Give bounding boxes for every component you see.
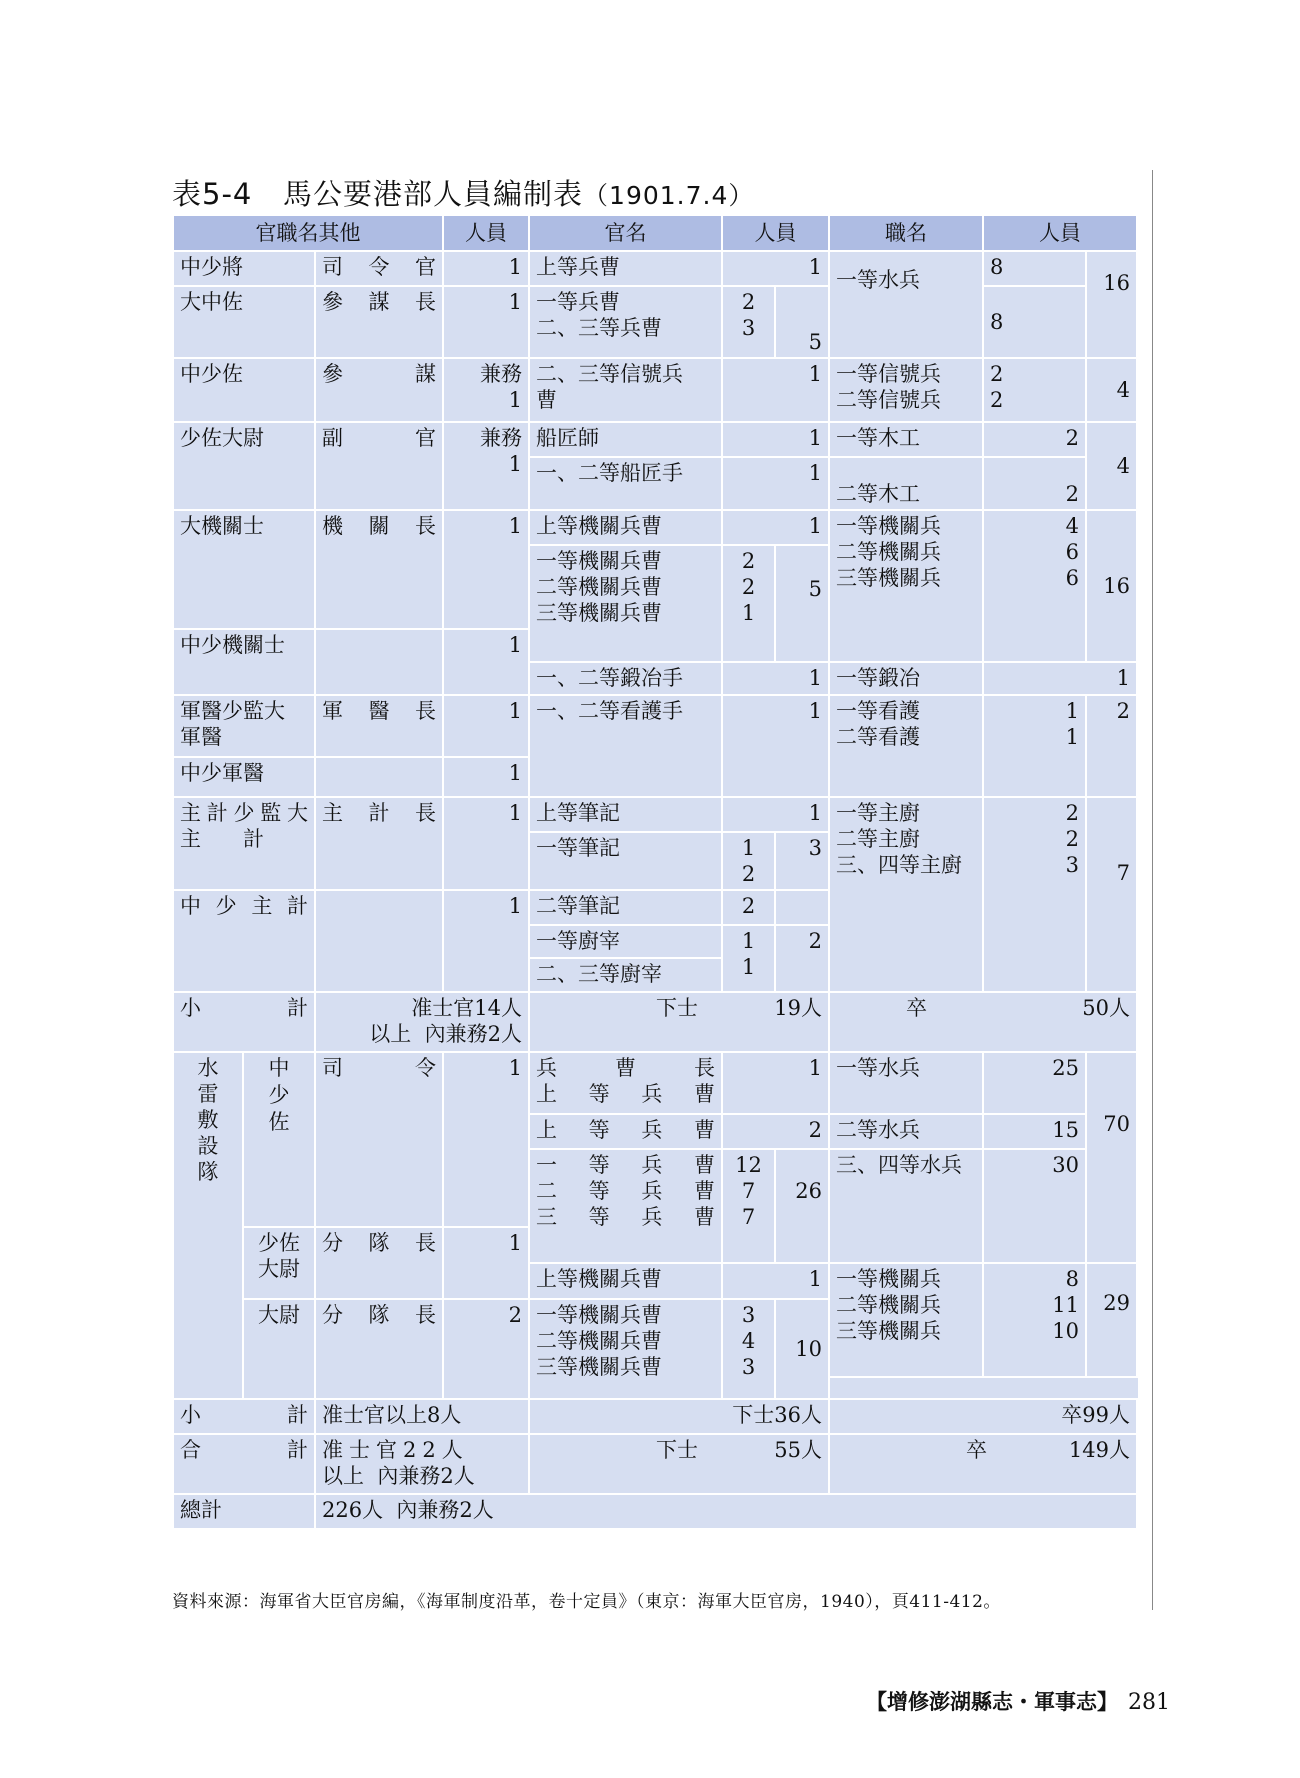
cell: 70 [1086,1052,1137,1263]
cell [315,757,443,797]
cell: 25 [983,1052,1086,1114]
table-row [173,1052,1137,1114]
cell-line: 三等兵曹 [536,1205,715,1229]
cell: 兼務 1 [443,422,529,510]
cell [829,1434,1137,1494]
cell: 上等兵曹 [529,251,722,286]
cell: 2 [1086,695,1137,797]
cell-line: 主計少監大 [180,801,308,825]
cell: 2 2 3 [983,797,1086,992]
cell-part: 卒 [906,996,927,1020]
cell [315,992,529,1052]
cell [315,1434,529,1494]
cell: 1 [722,1052,829,1114]
cell: 主計長 [315,797,443,890]
header-cell: 人員 [983,215,1137,251]
table-row [173,251,1137,286]
table-title [172,172,754,213]
cell: 三、四等水兵 [829,1149,983,1263]
cell [529,992,829,1052]
cell-line: 以上 內兼務2人 [322,1464,475,1488]
cell: 大中佐 [173,286,315,358]
cell [529,1149,722,1263]
cell: 船匠師 [529,422,722,457]
cell: 一等廚宰 [529,925,722,958]
cell: 一、二等看護手 [529,695,722,797]
cell: 分隊長 [315,1299,443,1399]
cell-part: 下士 [656,1438,698,1462]
cell [529,1052,722,1114]
staffing-table [172,214,1138,1530]
cell: 一、二等船匠手 [529,457,722,510]
cell: 1 [443,1052,529,1227]
cell: 兼務 1 [443,358,529,422]
cell: 上等機關兵曹 [529,510,722,545]
table-row [173,286,1137,358]
cell: 一等水兵 [829,251,983,358]
cell [529,1434,829,1494]
cell: 2 [983,422,1086,457]
cell-part: 50人 [1082,996,1130,1020]
cell: 一等兵曹 二、三等兵曹 [529,286,722,358]
cell: 中少機關士 [173,629,315,695]
table-row [173,358,1137,422]
cell: 二等木工 [829,457,983,510]
cell: 中少佐 [173,358,315,422]
cell: 1 [722,695,829,797]
cell [829,992,1137,1052]
cell: 1 [443,757,529,797]
cell-part: 149人 [1068,1438,1130,1462]
subtotal-row [173,992,1137,1052]
cell: 一等機關兵曹 二等機關兵曹 三等機關兵曹 [529,1299,722,1399]
cell: 參謀 [315,358,443,422]
cell-part: 55人 [774,1438,822,1462]
cell: 3 [775,832,829,890]
cell: 1 [443,1227,529,1299]
cell: 1 [443,797,529,890]
cell: 2 [722,1114,829,1149]
cell-line: 准士官22人 [322,1438,469,1462]
cell [173,797,315,890]
cell-line: 准士官14人 [411,996,522,1020]
cell: 8 [983,286,1086,358]
cell: 3 4 3 [722,1299,775,1399]
cell: 副官 [315,422,443,510]
cell: 5 [775,286,829,358]
cell-part: 卒 [966,1438,987,1462]
source-note: 資料來源：海軍省大臣官房編，《海軍制度沿革，卷十定員》（東京：海軍大臣官房，1940），頁411-412。 [172,1592,1001,1612]
cell: 1 [443,629,529,695]
cell: 2 [443,1299,529,1399]
cell: 一等鍛冶 [829,662,983,695]
cell: 少佐 大尉 [243,1227,315,1299]
cell-line: 主 計 [180,827,264,851]
cell: 司令 [315,1052,443,1227]
cell: 一等機關兵 二等機關兵 三等機關兵 [829,510,983,662]
cell: 1 [722,251,829,286]
grand-total-row [173,1494,1137,1529]
cell-line: 二等兵曹 [536,1179,715,1203]
cell: 上等機關兵曹 [529,1263,722,1299]
cell: 8 11 10 [983,1263,1086,1377]
cell: 一等水兵 [829,1052,983,1114]
cell: 16 [1086,510,1137,662]
cell: 一等機關兵曹 二等機關兵曹 三等機關兵曹 [529,545,722,662]
header-cell: 人員 [443,215,529,251]
total-row [173,1434,1137,1494]
cell: 大尉 [243,1299,315,1399]
header-cell: 職名 [829,215,983,251]
cell: 1 [443,286,529,358]
cell [775,890,829,925]
cell: 15 [983,1114,1086,1149]
table-date: （1901.7.4） [583,181,755,210]
cell: 2 2 [983,358,1086,422]
cell: 上等筆記 [529,797,722,832]
page-number: 281 [1128,1690,1170,1715]
header-cell: 官職名其他 [173,215,443,251]
cell: 參謀長 [315,286,443,358]
cell: 4 6 6 [983,510,1086,662]
cell: 一等看護 二等看護 [829,695,983,797]
header-cell: 官名 [529,215,722,251]
cell: 8 [983,251,1086,286]
table-number: 表5-4 [172,177,253,211]
unit-name-cell [173,1052,243,1399]
cell: 大機關士 [173,510,315,629]
cell: 軍醫少監大 軍醫 [173,695,315,757]
cell: 7 [1086,797,1137,992]
cell: 1 [722,358,829,422]
cell: 2 3 [722,286,775,358]
cell: 少佐大尉 [173,422,315,510]
cell [315,629,443,695]
table-main-title: 馬公要港部人員編制表 [283,177,584,211]
cell: 5 [775,545,829,662]
cell-part: 下士 [656,996,698,1020]
cell: 小計 [173,992,315,1052]
cell: 一等木工 [829,422,983,457]
cell: 分隊長 [315,1227,443,1299]
cell: 1 [443,890,529,992]
cell: 總計 [173,1494,315,1529]
cell: 上等兵曹 [529,1114,722,1149]
cell: 1 [722,1263,829,1299]
cell-line: 一等兵曹 [536,1153,715,1177]
cell: 一、二等鍛冶手 [529,662,722,695]
page-footer [866,1686,1170,1716]
cell: 1 1 [983,695,1086,797]
header-row [173,215,1137,251]
cell: 中少軍醫 [173,757,315,797]
cell: 2 [722,890,775,925]
cell: 1 1 [722,925,775,992]
header-cell: 人員 [722,215,829,251]
cell: 1 [722,457,829,510]
cell: 1 [722,797,829,832]
cell: 12 7 7 [722,1149,775,1263]
cell: 一等信號兵 二等信號兵 [829,358,983,422]
subtotal-row [173,1399,1137,1434]
cell: 1 [722,510,829,545]
cell: 小計 [173,1399,315,1434]
cell: 10 [775,1299,829,1399]
cell: 軍醫長 [315,695,443,757]
cell: 卒99人 [829,1399,1137,1434]
cell: 准士官以上8人 [315,1399,529,1434]
table-row [173,695,1137,757]
cell: 中少主計 [173,890,315,992]
unit-name: 水 雷 敷 設 隊 [197,1056,219,1184]
cell: 1 [722,422,829,457]
cell: 合計 [173,1434,315,1494]
rank-name: 中 少 佐 [268,1056,290,1134]
cell-line: 以上 內兼務2人 [369,1022,522,1046]
cell-part: 19人 [774,996,822,1020]
cell: 二等筆記 [529,890,722,925]
cell [243,1052,315,1227]
cell: 226人 內兼務2人 [315,1494,1137,1529]
cell: 2 [775,925,829,992]
cell: 一等主廚 二等主廚 三、四等主廚 [829,797,983,992]
cell: 1 [443,251,529,286]
table-row [173,510,1137,545]
cell-line: 兵曹長 [536,1056,715,1080]
cell: 機關長 [315,510,443,629]
table-row [173,422,1137,457]
cell [315,890,443,992]
cell-line: 上等兵曹 [536,1082,715,1106]
cell: 下士36人 [529,1399,829,1434]
cell: 一等機關兵 二等機關兵 三等機關兵 [829,1263,983,1377]
cell: 二等水兵 [829,1114,983,1149]
cell: 一等筆記 [529,832,722,890]
cell: 4 [1086,358,1137,422]
cell: 1 [722,662,829,695]
cell: 30 [983,1149,1086,1263]
cell: 1 [443,695,529,757]
book-title: 【增修澎湖縣志・軍事志】 [866,1689,1118,1714]
cell: 1 2 [722,832,775,890]
cell: 1 [983,662,1137,695]
cell: 16 [1086,251,1137,358]
cell: 29 [1086,1263,1137,1377]
cell: 司令官 [315,251,443,286]
cell: 1 [443,510,529,629]
table-row [173,797,1137,832]
cell: 二、三等廚宰 [529,958,722,992]
cell: 中少將 [173,251,315,286]
cell: 26 [775,1149,829,1263]
cell: 4 [1086,422,1137,510]
cell: 2 2 1 [722,545,775,662]
cell: 二、三等信號兵 曹 [529,358,722,422]
margin-rule [1152,170,1153,1610]
cell: 2 [983,457,1086,510]
